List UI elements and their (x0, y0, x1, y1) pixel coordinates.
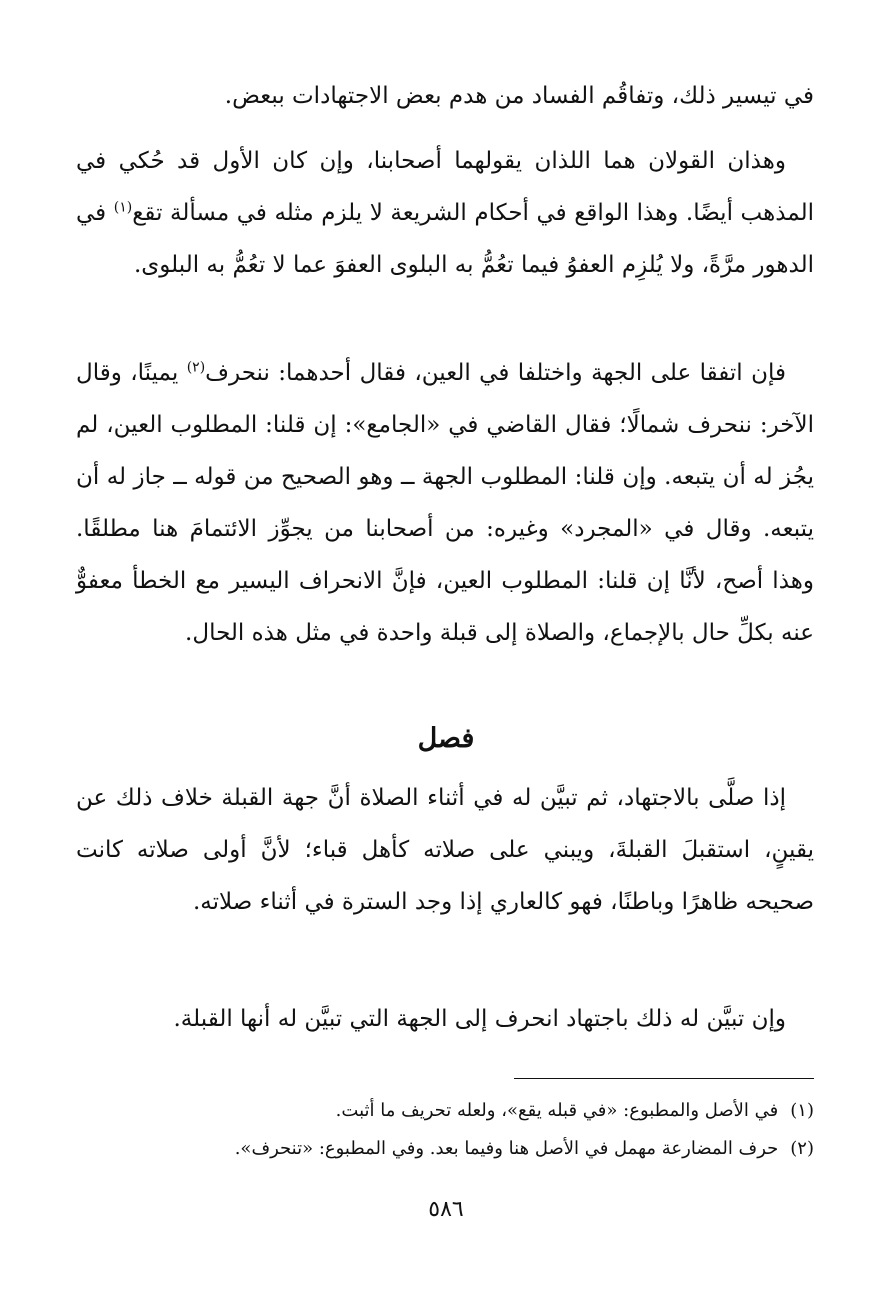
paragraph-1-text: في تيسير ذلك، وتفاقُم الفساد من هدم بعض الاجتهادات ببعض. (224, 83, 814, 109)
footnote-2-mark: (٢) (790, 1138, 814, 1159)
page-number: ٥٨٦ (428, 1197, 464, 1222)
footnote-ref-1: (١) (113, 199, 133, 216)
footnote-divider (514, 1078, 814, 1079)
paragraph-5-text: وإن تبيَّن له ذلك باجتهاد انحرف إلى الجهة التي تبيَّن له أنها القبلة. (173, 1006, 786, 1032)
paragraph-4-text: إذا صلَّى بالاجتهاد، ثم تبيَّن له في أثناء الصلاة أنَّ جهة القبلة خلاف ذلك عن يقينٍ، استقبلَ القبلةَ، ويبني على صلاته كأهل قباء؛ لأنَّ أولى صلاته كانت صحيحه ظاهرًا وباطنًا، فهو كالعاري إذا وجد السترة في أثناء صلاته. (76, 785, 814, 915)
paragraph-4 (76, 772, 814, 928)
paragraph-2-text-b: في الدهور مرَّةً، ولا يُلزِم العفوُ فيما تعُمُّ به البلوى العفوَ عما لا تعُمُّ به البلوى. (76, 200, 814, 278)
footnote-1-text: في الأصل والمطبوع: «في قبله يقع»، ولعله تحريف ما أثبت. (335, 1100, 779, 1121)
footnote-1 (76, 1097, 814, 1125)
section-heading: فصل (417, 723, 475, 754)
footnote-1-mark: (١) (790, 1100, 814, 1121)
paragraph-1 (76, 70, 814, 122)
footnote-ref-2: (٢) (186, 359, 206, 376)
paragraph-3-text-b: يمينًا، وقال الآخر: ننحرف شمالًا؛ فقال القاضي في «الجامع»: إن قلنا: المطلوب العين، لم يجُز له أن يتبعه. وإن قلنا: المطلوب الجهة ــ وهو الصحيح من قوله ــ جاز له أن يتبعه. وقال في «المجرد» وغيره: من أصحابنا من يجوِّز الائتمامَ هنا مطلقًا. وهذا أصح، لأنَّا إن قلنا: المطلوب العين، فإنَّ الانحراف اليسير مع الخطأ معفوٌّ عنه بكلِّ حال بالإجماع، والصلاة إلى قبلة واحدة في مثل هذه الحال. (76, 360, 814, 646)
paragraph-3 (76, 347, 814, 659)
footnote-2-text: حرف المضارعة مهمل في الأصل هنا وفيما بعد. وفي المطبوع: «تنحرف». (234, 1138, 779, 1159)
paragraph-2 (76, 135, 814, 291)
paragraph-5 (76, 993, 814, 1045)
paragraph-3-text-a: فإن اتفقا على الجهة واختلفا في العين، فقال أحدهما: ننحرف (205, 360, 787, 386)
footnote-2 (76, 1135, 814, 1163)
paragraph-2-text-a: وهذان القولان هما اللذان يقولهما أصحابنا، وإن كان الأول قد حُكي في المذهب أيضًا. وهذا الواقع في أحكام الشريعة لا يلزم مثله في مسألة تقع (76, 148, 814, 226)
